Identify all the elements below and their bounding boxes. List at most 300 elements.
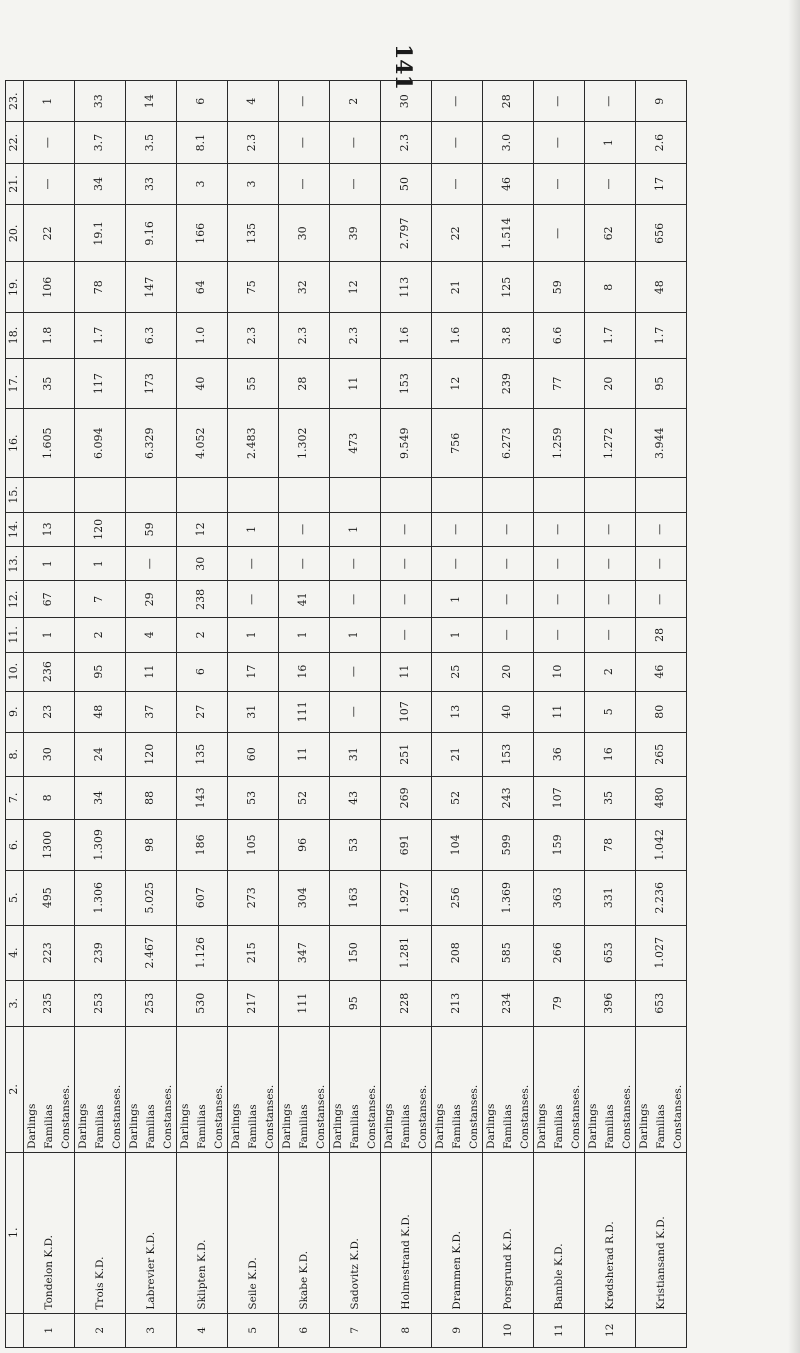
total-cell: 1.259 bbox=[533, 409, 584, 478]
col-header: 20. bbox=[6, 205, 24, 262]
value-cell: 585 bbox=[482, 925, 533, 980]
value-cell: 1.369 bbox=[482, 870, 533, 925]
col-header: 6. bbox=[6, 820, 24, 870]
statistics-table bbox=[5, 80, 687, 1348]
value-cell: 2.467 bbox=[125, 925, 176, 980]
value-cell: — bbox=[635, 512, 686, 546]
value-cell: 31 bbox=[329, 732, 380, 776]
value-cell: 11 bbox=[278, 732, 329, 776]
value-cell: — bbox=[431, 81, 482, 123]
value-cell: — bbox=[482, 547, 533, 581]
value-cell: 28 bbox=[278, 358, 329, 408]
category-label: Darlings bbox=[76, 1103, 89, 1149]
category-label: Familias bbox=[501, 1104, 514, 1149]
value-cell: 111 bbox=[278, 691, 329, 732]
value-cell: — bbox=[431, 512, 482, 546]
value-cell: 253 bbox=[125, 980, 176, 1026]
value-cell: 1.7 bbox=[635, 312, 686, 358]
value-cell: 208 bbox=[431, 925, 482, 980]
category-stack bbox=[332, 1030, 378, 1149]
row-index: 8 bbox=[380, 1313, 431, 1347]
category-stack bbox=[536, 1030, 582, 1149]
value-cell: 17 bbox=[635, 163, 686, 204]
page-edge-shadow bbox=[788, 0, 800, 1353]
district-name: Seile K.D. bbox=[227, 1152, 278, 1313]
category-cell bbox=[329, 1026, 380, 1152]
category-cell bbox=[125, 1026, 176, 1152]
category-cell bbox=[74, 1026, 125, 1152]
value-cell: 1 bbox=[584, 122, 635, 163]
value-cell: 607 bbox=[176, 870, 227, 925]
value-cell: 11 bbox=[125, 652, 176, 691]
value-cell: 40 bbox=[482, 691, 533, 732]
value-cell: 256 bbox=[431, 870, 482, 925]
col-header: 15. bbox=[6, 478, 24, 512]
value-cell: — bbox=[329, 691, 380, 732]
value-cell: 77 bbox=[533, 358, 584, 408]
value-cell: 1.7 bbox=[584, 312, 635, 358]
category-label: Constanses. bbox=[569, 1084, 582, 1149]
value-cell: — bbox=[482, 581, 533, 618]
value-cell: — bbox=[227, 547, 278, 581]
value-cell: 6.3 bbox=[125, 312, 176, 358]
value-cell: 39 bbox=[329, 205, 380, 262]
empty-cell bbox=[380, 478, 431, 512]
table-row bbox=[74, 81, 125, 1348]
value-cell: — bbox=[584, 618, 635, 652]
value-cell: 235 bbox=[23, 980, 74, 1026]
col-header: 11. bbox=[6, 618, 24, 652]
value-cell: 1.126 bbox=[176, 925, 227, 980]
value-cell: 150 bbox=[329, 925, 380, 980]
value-cell: 653 bbox=[635, 980, 686, 1026]
value-cell: — bbox=[278, 81, 329, 123]
value-cell: 363 bbox=[533, 870, 584, 925]
value-cell: 1.027 bbox=[635, 925, 686, 980]
empty-cell bbox=[227, 478, 278, 512]
value-cell: 40 bbox=[176, 358, 227, 408]
value-cell: 19.1 bbox=[74, 205, 125, 262]
table-row bbox=[431, 81, 482, 1348]
value-cell: 266 bbox=[533, 925, 584, 980]
category-stack bbox=[179, 1030, 225, 1149]
category-label: Darlings bbox=[280, 1103, 293, 1149]
value-cell: 6 bbox=[176, 81, 227, 123]
table-row bbox=[227, 81, 278, 1348]
value-cell: 236 bbox=[23, 652, 74, 691]
col-header: 23. bbox=[6, 81, 24, 123]
category-label: Constanses. bbox=[467, 1084, 480, 1149]
col-header: 21. bbox=[6, 163, 24, 204]
category-cell bbox=[431, 1026, 482, 1152]
category-label: Constanses. bbox=[671, 1084, 684, 1149]
value-cell: 50 bbox=[380, 163, 431, 204]
value-cell: 27 bbox=[176, 691, 227, 732]
category-label: Darlings bbox=[637, 1103, 650, 1149]
category-label: Familias bbox=[195, 1104, 208, 1149]
district-name: Kristiansand K.D. bbox=[635, 1152, 686, 1313]
value-cell: 53 bbox=[227, 776, 278, 820]
empty-cell bbox=[431, 478, 482, 512]
col-header: 22. bbox=[6, 122, 24, 163]
category-label: Constanses. bbox=[161, 1084, 174, 1149]
value-cell: 59 bbox=[533, 262, 584, 312]
value-cell: 35 bbox=[584, 776, 635, 820]
value-cell: 265 bbox=[635, 732, 686, 776]
value-cell: 1 bbox=[74, 547, 125, 581]
value-cell: 107 bbox=[533, 776, 584, 820]
category-label: Familias bbox=[603, 1104, 616, 1149]
value-cell: 599 bbox=[482, 820, 533, 870]
value-cell: 1.6 bbox=[431, 312, 482, 358]
value-cell: 25 bbox=[431, 652, 482, 691]
category-label: Darlings bbox=[127, 1103, 140, 1149]
value-cell: — bbox=[533, 618, 584, 652]
col-header: 10. bbox=[6, 652, 24, 691]
category-stack bbox=[485, 1030, 531, 1149]
value-cell: 96 bbox=[278, 820, 329, 870]
col-header: 9. bbox=[6, 691, 24, 732]
value-cell: 2.3 bbox=[380, 122, 431, 163]
value-cell: — bbox=[533, 81, 584, 123]
value-cell: — bbox=[329, 581, 380, 618]
category-label: Darlings bbox=[433, 1103, 446, 1149]
category-label: Constanses. bbox=[416, 1084, 429, 1149]
category-label: Darlings bbox=[178, 1103, 191, 1149]
value-cell: 396 bbox=[584, 980, 635, 1026]
value-cell: 8 bbox=[23, 776, 74, 820]
value-cell: 22 bbox=[23, 205, 74, 262]
row-index: 2 bbox=[74, 1313, 125, 1347]
value-cell: 1 bbox=[227, 512, 278, 546]
row-index: 4 bbox=[176, 1313, 227, 1347]
value-cell: 147 bbox=[125, 262, 176, 312]
value-cell: 2 bbox=[74, 618, 125, 652]
row-index: 7 bbox=[329, 1313, 380, 1347]
value-cell: 107 bbox=[380, 691, 431, 732]
district-name: Bamble K.D. bbox=[533, 1152, 584, 1313]
col-header: 12. bbox=[6, 581, 24, 618]
category-label: Darlings bbox=[229, 1103, 242, 1149]
value-cell: 32 bbox=[278, 262, 329, 312]
category-label: Constanses. bbox=[212, 1084, 225, 1149]
value-cell: 153 bbox=[482, 732, 533, 776]
table-row bbox=[176, 81, 227, 1348]
table-row bbox=[533, 81, 584, 1348]
col-header: 2. bbox=[6, 1026, 24, 1152]
value-cell: 2.3 bbox=[227, 312, 278, 358]
value-cell: 21 bbox=[431, 262, 482, 312]
col-header: 5. bbox=[6, 870, 24, 925]
category-stack bbox=[128, 1030, 174, 1149]
value-cell: 28 bbox=[482, 81, 533, 123]
column-number-row bbox=[6, 81, 24, 1348]
value-cell: 253 bbox=[74, 980, 125, 1026]
col-header: 3. bbox=[6, 980, 24, 1026]
value-cell: 43 bbox=[329, 776, 380, 820]
category-stack bbox=[434, 1030, 480, 1149]
value-cell: 269 bbox=[380, 776, 431, 820]
value-cell: 95 bbox=[329, 980, 380, 1026]
col-header: 16. bbox=[6, 409, 24, 478]
value-cell: 48 bbox=[74, 691, 125, 732]
table-row bbox=[635, 81, 686, 1348]
value-cell: 656 bbox=[635, 205, 686, 262]
col-header: 4. bbox=[6, 925, 24, 980]
total-cell: 9.549 bbox=[380, 409, 431, 478]
value-cell: 1.0 bbox=[176, 312, 227, 358]
district-name: Labrevier K.D. bbox=[125, 1152, 176, 1313]
value-cell: — bbox=[584, 81, 635, 123]
value-cell: 11 bbox=[533, 691, 584, 732]
category-cell bbox=[23, 1026, 74, 1152]
value-cell: 1.306 bbox=[74, 870, 125, 925]
category-stack bbox=[26, 1030, 72, 1149]
value-cell: 7 bbox=[74, 581, 125, 618]
value-cell: 6.6 bbox=[533, 312, 584, 358]
value-cell: 251 bbox=[380, 732, 431, 776]
value-cell: 120 bbox=[125, 732, 176, 776]
value-cell: 33 bbox=[74, 81, 125, 123]
value-cell: 1.281 bbox=[380, 925, 431, 980]
category-label: Familias bbox=[450, 1104, 463, 1149]
value-cell: 79 bbox=[533, 980, 584, 1026]
value-cell: 1.042 bbox=[635, 820, 686, 870]
value-cell: 29 bbox=[125, 581, 176, 618]
value-cell: 217 bbox=[227, 980, 278, 1026]
value-cell: 30 bbox=[23, 732, 74, 776]
value-cell: 111 bbox=[278, 980, 329, 1026]
category-label: Constanses. bbox=[365, 1084, 378, 1149]
value-cell: 3.0 bbox=[482, 122, 533, 163]
col-header: 14. bbox=[6, 512, 24, 546]
value-cell: 9 bbox=[635, 81, 686, 123]
value-cell: — bbox=[227, 581, 278, 618]
value-cell: 12 bbox=[329, 262, 380, 312]
value-cell: 106 bbox=[23, 262, 74, 312]
value-cell: — bbox=[584, 581, 635, 618]
value-cell: — bbox=[584, 163, 635, 204]
col-header: 19. bbox=[6, 262, 24, 312]
col-header: 17. bbox=[6, 358, 24, 408]
page-number: 141 bbox=[390, 44, 416, 90]
value-cell: 2.3 bbox=[278, 312, 329, 358]
total-cell: 473 bbox=[329, 409, 380, 478]
empty-cell bbox=[584, 478, 635, 512]
value-cell: — bbox=[278, 512, 329, 546]
value-cell: 36 bbox=[533, 732, 584, 776]
col-header bbox=[6, 1313, 24, 1347]
col-header: 18. bbox=[6, 312, 24, 358]
value-cell: 53 bbox=[329, 820, 380, 870]
value-cell: — bbox=[23, 163, 74, 204]
row-index: 9 bbox=[431, 1313, 482, 1347]
value-cell: — bbox=[431, 163, 482, 204]
value-cell: — bbox=[329, 652, 380, 691]
col-header: 1. bbox=[6, 1152, 24, 1313]
value-cell: 30 bbox=[176, 547, 227, 581]
table-row bbox=[125, 81, 176, 1348]
value-cell: 28 bbox=[635, 618, 686, 652]
category-label: Darlings bbox=[25, 1103, 38, 1149]
value-cell: 22 bbox=[431, 205, 482, 262]
district-name: Tondelon K.D. bbox=[23, 1152, 74, 1313]
value-cell: 228 bbox=[380, 980, 431, 1026]
value-cell: 37 bbox=[125, 691, 176, 732]
category-label: Familias bbox=[348, 1104, 361, 1149]
value-cell: 1 bbox=[329, 618, 380, 652]
value-cell: 16 bbox=[278, 652, 329, 691]
value-cell: 1.7 bbox=[74, 312, 125, 358]
value-cell: — bbox=[329, 547, 380, 581]
value-cell: — bbox=[278, 122, 329, 163]
value-cell: 125 bbox=[482, 262, 533, 312]
value-cell: 304 bbox=[278, 870, 329, 925]
value-cell: — bbox=[533, 547, 584, 581]
district-name: Holmestrand K.D. bbox=[380, 1152, 431, 1313]
value-cell: 13 bbox=[431, 691, 482, 732]
value-cell: 1 bbox=[431, 618, 482, 652]
value-cell: 2 bbox=[176, 618, 227, 652]
value-cell: 23 bbox=[23, 691, 74, 732]
total-cell: 4.052 bbox=[176, 409, 227, 478]
value-cell: 11 bbox=[380, 652, 431, 691]
value-cell: 1 bbox=[329, 512, 380, 546]
category-label: Constanses. bbox=[59, 1084, 72, 1149]
value-cell: 30 bbox=[380, 81, 431, 123]
value-cell: — bbox=[125, 547, 176, 581]
value-cell: 480 bbox=[635, 776, 686, 820]
value-cell: 1.6 bbox=[380, 312, 431, 358]
value-cell: 495 bbox=[23, 870, 74, 925]
value-cell: 159 bbox=[533, 820, 584, 870]
value-cell: 239 bbox=[482, 358, 533, 408]
empty-cell bbox=[125, 478, 176, 512]
value-cell: 1 bbox=[431, 581, 482, 618]
value-cell: 691 bbox=[380, 820, 431, 870]
row-index: 6 bbox=[278, 1313, 329, 1347]
value-cell: 143 bbox=[176, 776, 227, 820]
district-name: Drammen K.D. bbox=[431, 1152, 482, 1313]
value-cell: 223 bbox=[23, 925, 74, 980]
value-cell: 104 bbox=[431, 820, 482, 870]
value-cell: — bbox=[482, 618, 533, 652]
value-cell: 11 bbox=[329, 358, 380, 408]
total-cell: 6.329 bbox=[125, 409, 176, 478]
category-cell bbox=[533, 1026, 584, 1152]
empty-cell bbox=[278, 478, 329, 512]
value-cell: 3.5 bbox=[125, 122, 176, 163]
value-cell: 30 bbox=[278, 205, 329, 262]
category-stack bbox=[77, 1030, 123, 1149]
table-row bbox=[278, 81, 329, 1348]
value-cell: — bbox=[329, 122, 380, 163]
value-cell: 88 bbox=[125, 776, 176, 820]
value-cell: 95 bbox=[74, 652, 125, 691]
value-cell: 8 bbox=[584, 262, 635, 312]
value-cell: 59 bbox=[125, 512, 176, 546]
value-cell: — bbox=[23, 122, 74, 163]
category-cell bbox=[584, 1026, 635, 1152]
value-cell: 2 bbox=[329, 81, 380, 123]
value-cell: 34 bbox=[74, 163, 125, 204]
value-cell: 4 bbox=[125, 618, 176, 652]
total-cell: 1.302 bbox=[278, 409, 329, 478]
category-label: Familias bbox=[144, 1104, 157, 1149]
category-label: Constanses. bbox=[518, 1084, 531, 1149]
row-index bbox=[635, 1313, 686, 1347]
total-cell: 3.944 bbox=[635, 409, 686, 478]
value-cell: 16 bbox=[584, 732, 635, 776]
category-label: Darlings bbox=[331, 1103, 344, 1149]
value-cell: 3.7 bbox=[74, 122, 125, 163]
category-stack bbox=[587, 1030, 633, 1149]
category-cell bbox=[176, 1026, 227, 1152]
value-cell: — bbox=[482, 512, 533, 546]
value-cell: 34 bbox=[74, 776, 125, 820]
value-cell: — bbox=[533, 122, 584, 163]
value-cell: 1300 bbox=[23, 820, 74, 870]
empty-cell bbox=[176, 478, 227, 512]
value-cell: 75 bbox=[227, 262, 278, 312]
category-label: Familias bbox=[297, 1104, 310, 1149]
empty-cell bbox=[23, 478, 74, 512]
value-cell: — bbox=[380, 512, 431, 546]
category-label: Familias bbox=[246, 1104, 259, 1149]
category-label: Darlings bbox=[484, 1103, 497, 1149]
value-cell: 1 bbox=[23, 618, 74, 652]
value-cell: 2.797 bbox=[380, 205, 431, 262]
value-cell: 173 bbox=[125, 358, 176, 408]
value-cell: 80 bbox=[635, 691, 686, 732]
district-name: Krødsherad R.D. bbox=[584, 1152, 635, 1313]
category-label: Darlings bbox=[382, 1103, 395, 1149]
col-header: 13. bbox=[6, 547, 24, 581]
value-cell: 12 bbox=[431, 358, 482, 408]
value-cell: 163 bbox=[329, 870, 380, 925]
category-label: Familias bbox=[93, 1104, 106, 1149]
value-cell: — bbox=[329, 163, 380, 204]
value-cell: 347 bbox=[278, 925, 329, 980]
category-cell bbox=[482, 1026, 533, 1152]
value-cell: 12 bbox=[176, 512, 227, 546]
value-cell: 64 bbox=[176, 262, 227, 312]
value-cell: 166 bbox=[176, 205, 227, 262]
category-cell bbox=[635, 1026, 686, 1152]
value-cell: 52 bbox=[431, 776, 482, 820]
value-cell: 21 bbox=[431, 732, 482, 776]
value-cell: — bbox=[584, 512, 635, 546]
value-cell: — bbox=[380, 581, 431, 618]
value-cell: 213 bbox=[431, 980, 482, 1026]
value-cell: — bbox=[533, 205, 584, 262]
category-label: Familias bbox=[552, 1104, 565, 1149]
value-cell: 46 bbox=[482, 163, 533, 204]
value-cell: 60 bbox=[227, 732, 278, 776]
category-label: Darlings bbox=[535, 1103, 548, 1149]
total-cell: 2.483 bbox=[227, 409, 278, 478]
value-cell: — bbox=[431, 547, 482, 581]
value-cell: 20 bbox=[584, 358, 635, 408]
value-cell: 9.16 bbox=[125, 205, 176, 262]
district-name: Porsgrund K.D. bbox=[482, 1152, 533, 1313]
table-row bbox=[584, 81, 635, 1348]
value-cell: 1.309 bbox=[74, 820, 125, 870]
category-label: Constanses. bbox=[620, 1084, 633, 1149]
table-row bbox=[329, 81, 380, 1348]
empty-cell bbox=[482, 478, 533, 512]
value-cell: 1.514 bbox=[482, 205, 533, 262]
